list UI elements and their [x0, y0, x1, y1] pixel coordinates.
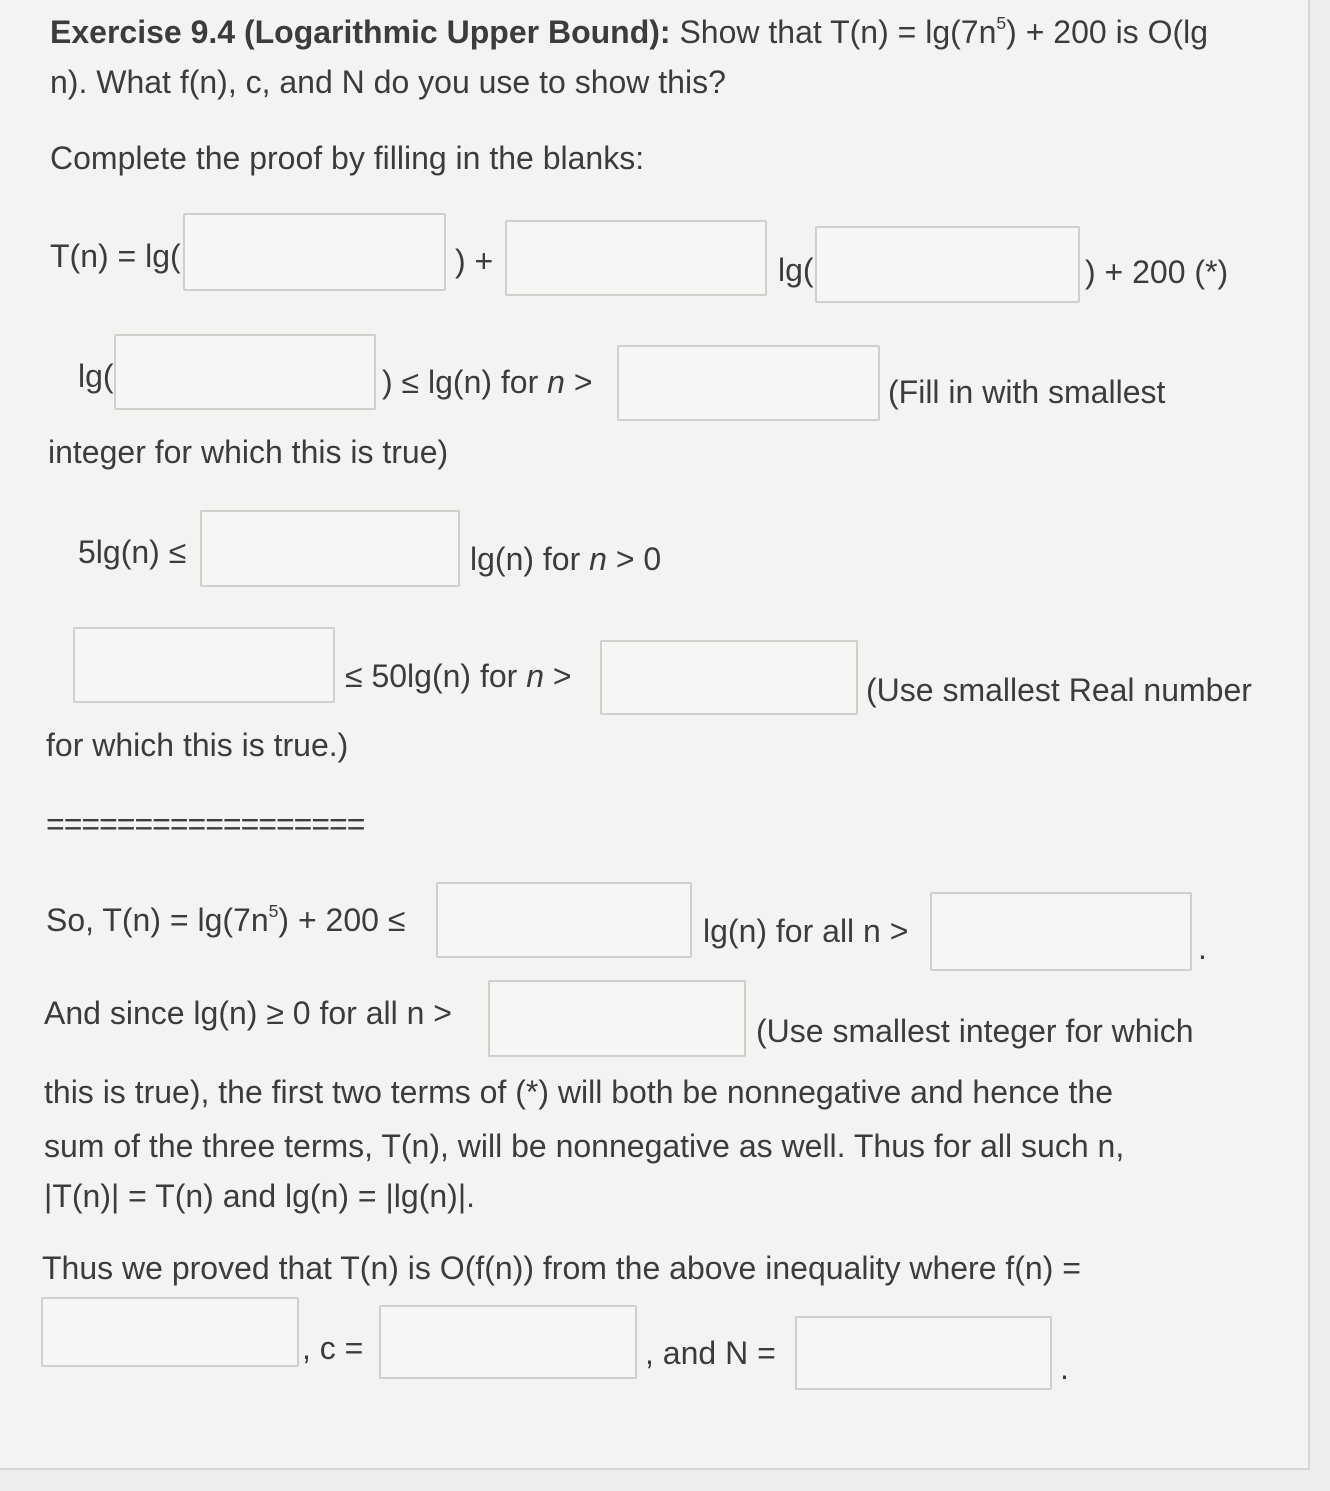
blank-final-n[interactable]	[795, 1316, 1052, 1390]
exercise-title-exponent: 5	[996, 12, 1007, 33]
line3-n-var: n	[589, 541, 607, 577]
line4-note: (Use smallest Real number	[866, 672, 1252, 708]
blank-line1-box2[interactable]	[505, 220, 767, 296]
blank-line1-box1[interactable]	[183, 213, 446, 291]
blank-final-c[interactable]	[379, 1305, 637, 1379]
exercise-title-rest: Show that T(n) = lg(7n	[670, 14, 997, 50]
blank-line3-box1[interactable]	[200, 510, 460, 587]
exercise-title-rest-post: ) + 200 is O(lg	[1006, 14, 1209, 50]
line1-suffix: ) + 200 (*)	[1085, 254, 1229, 290]
since-prefix: And since lg(n) ≥ 0 for all n >	[44, 995, 452, 1031]
line2-note-cont: integer for which this is true)	[48, 434, 449, 470]
line4-gt: >	[543, 658, 572, 694]
blank-conclusion-box1[interactable]	[436, 882, 692, 958]
blank-conclusion-box2[interactable]	[930, 892, 1192, 971]
blank-line4-box2[interactable]	[600, 640, 858, 715]
blank-line4-box1[interactable]	[73, 627, 335, 703]
separator: ==================	[46, 806, 365, 842]
line2-n-var: n	[547, 364, 565, 400]
line3-prefix: 5lg(n) ≤	[78, 534, 187, 570]
final-c-label: , c =	[302, 1330, 364, 1366]
line4-n-var: n	[526, 658, 544, 694]
line2-gt: >	[564, 364, 593, 400]
line4-mid-text: ≤ 50lg(n) for	[345, 658, 527, 694]
line3-suffix-text: lg(n) for	[470, 541, 590, 577]
line2-mid	[382, 364, 593, 401]
final-end: .	[1060, 1350, 1069, 1386]
line3-suffix-post: > 0	[606, 541, 662, 577]
line1-plus: ) +	[455, 243, 494, 279]
instructions: Complete the proof by filling in the blanks:	[50, 140, 645, 176]
blank-line2-box2[interactable]	[617, 345, 880, 421]
exercise-title-line2: n). What f(n), c, and N do you use to show this?	[50, 64, 726, 100]
conclusion-end: .	[1198, 930, 1207, 966]
conclusion-prefix-text: So, T(n) = lg(7n	[46, 902, 269, 938]
exercise-title	[50, 14, 1208, 51]
conclusion-prefix-post: ) + 200 ≤	[278, 902, 406, 938]
conclusion-mid: lg(n) for all n >	[703, 913, 909, 949]
conclusion-exponent: 5	[268, 900, 279, 921]
line4-mid	[345, 658, 572, 695]
line4-note-cont: for which this is true.)	[46, 727, 349, 763]
since-note: (Use smallest integer for which	[756, 1013, 1194, 1049]
conclusion-prefix	[46, 902, 405, 939]
final-line: Thus we proved that T(n) is O(f(n)) from the above inequality where f(n) =	[42, 1250, 1081, 1286]
blank-line2-box1[interactable]	[114, 334, 376, 410]
blank-since-box1[interactable]	[488, 980, 746, 1057]
exercise-title-bold: Exercise 9.4 (Logarithmic Upper Bound):	[50, 14, 671, 50]
line1-lg: lg(	[778, 252, 814, 288]
since-para-line1: this is true), the first two terms of (*) will both be nonnegative and hence the	[44, 1074, 1113, 1110]
blank-final-fn[interactable]	[41, 1297, 299, 1367]
line2-mid-text: ) ≤ lg(n) for	[382, 364, 548, 400]
since-para-line3: |T(n)| = T(n) and lg(n) = |lg(n)|.	[44, 1178, 476, 1214]
final-n-label: , and N =	[645, 1335, 776, 1371]
line3-suffix	[470, 541, 661, 578]
blank-line1-box3[interactable]	[815, 226, 1080, 303]
since-para-line2: sum of the three terms, T(n), will be nonnegative as well. Thus for all such n,	[44, 1128, 1125, 1164]
line2-note: (Fill in with smallest	[888, 374, 1166, 410]
line1-prefix: T(n) = lg(	[50, 238, 181, 274]
line2-prefix: lg(	[78, 358, 114, 394]
